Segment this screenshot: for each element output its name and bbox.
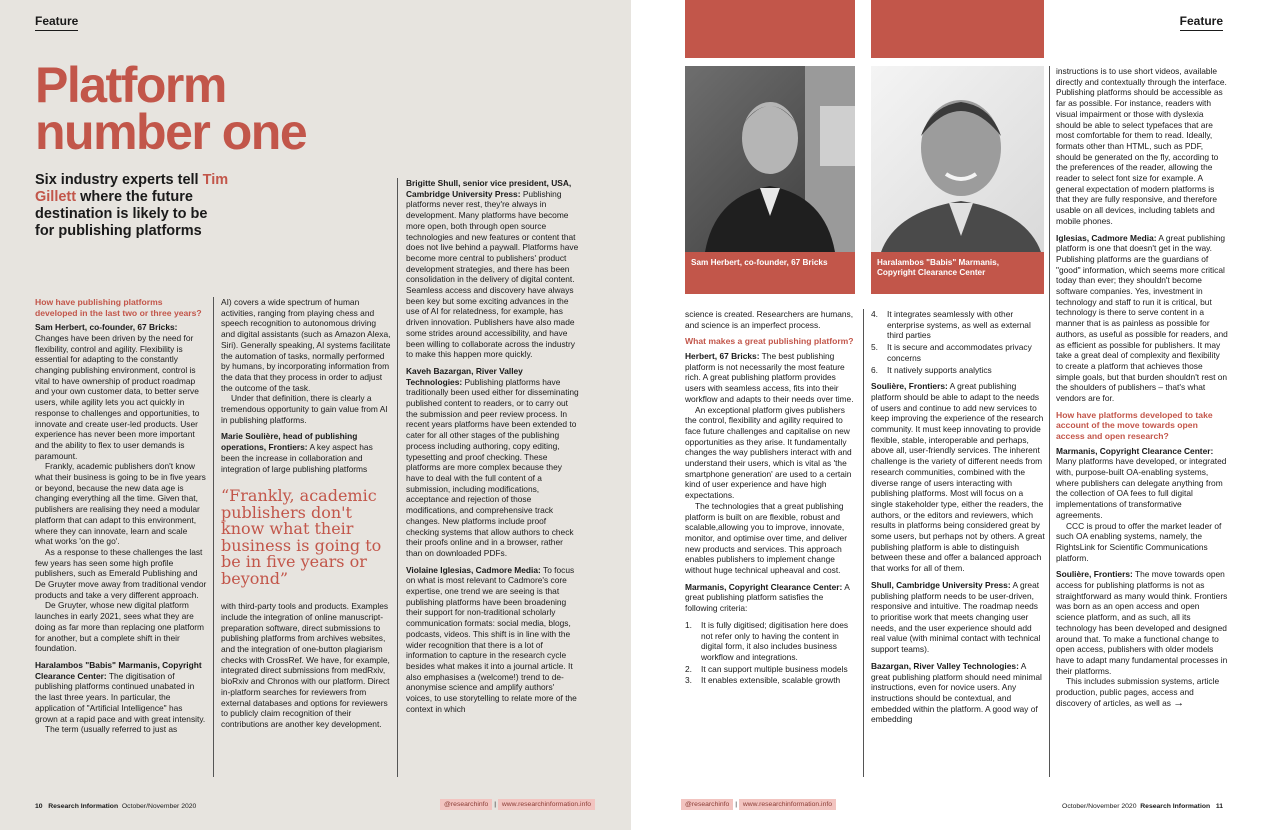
paragraph [406, 178, 580, 360]
paragraph [1056, 233, 1228, 404]
paragraph: CCC is proud to offer the market leader of such OA enabling systems, namely, the RightsLink for Scientific Communications platform. [1056, 520, 1222, 563]
question-heading: What makes a great publishing platform? [685, 336, 854, 347]
paragraph: The technologies that a great publishing platform is built on are flexible, robust and scalable,allowing you to improve, innovate, monitor, and optimise over time, and deliver new products and services. This approach enables publishers to implement change without huge technical upheaval and cost. [685, 500, 847, 576]
speaker-name: Bazargan, River Valley Technologies: [871, 660, 1019, 671]
paragraph [1056, 676, 1228, 708]
speaker-name: Violaine Iglesias, Cadmore Media: [406, 564, 541, 575]
list-text: It is fully digitised; digitisation here does not refer only to having the content in digital form, it also includes business workflow and integrations. [701, 619, 849, 662]
list-item [685, 664, 857, 675]
column-rule [863, 309, 864, 777]
paragraph [35, 322, 207, 461]
paragraph-text: A key aspect has been the increase in collaboration and integration of large publishing platforms [221, 442, 373, 474]
list-number: 2. [685, 663, 692, 674]
twitter-handle-link[interactable]: @researchinfo [440, 799, 492, 810]
paragraph-text: A great publishing platform should be able to adapt to the needs of users and continue to add new services to keep improving the experience of the research community. It must keep innovating to provide flexible, stable, interoperable and perhaps, above all, user-friendly services. The inherent challenge is the variety of different needs from research communities, combined with the diverse range of users interacting with publishing platforms. Most will focus on a single stakeholder type, either the readers, the authors, or the editors and reviewers, which results in platforms being considered great by some users, but perhaps not by others. A great publishing platform is able to distinguish between these and offer a balanced approach that works for all of them. [871, 381, 1045, 574]
paragraph: An exceptional platform gives publishers the control, flexibility and agility required to face future challenges and capitalise on new opportunities as they arise. It fundamentally changes the way publishers interact with and understand their users, which is vital as 'the smartphone generation' are used to a certain kind of user experience and have high expectations. [685, 404, 852, 501]
paragraph: The term (usually referred to just as [45, 724, 178, 735]
speaker-name: Brigitte Shull, senior vice president, USA, Cambridge University Press: [406, 178, 572, 199]
right-page [631, 0, 1261, 830]
speaker-name: Marie Soulière, head of publishing operations, Frontiers: [221, 431, 358, 453]
website-link[interactable]: www.researchinformation.info [739, 799, 836, 810]
footer-left [35, 803, 196, 810]
column-rule [1049, 66, 1050, 777]
paragraph-text: A great publishing platform should need minimal instructions, even for novice users. Any instructions should be contextual, and embedded within the platform. A good way of embedding [871, 660, 1042, 725]
paragraph-text: A great publishing platform needs to be user-driven, responsive and intuitive. The roadmap needs to prioritise work that meets changing user needs, and the user experience should add real value (with minimal contact with technical support teams). [871, 579, 1041, 655]
footer-right [1062, 803, 1223, 810]
red-header-block-1 [685, 0, 855, 58]
list-item [871, 309, 1046, 341]
paragraph: AI) covers a wide spectrum of human activities, ranging from playing chess and speech recognition to autonomous driving and digital assistants (such as Amazon Alexa, Siri). Generally speaking, AI systems facilitate the automation of tasks, normally performed by humans, by incorporating information from the data that they process in order to adjust the outcome of the task. [221, 297, 391, 393]
list-text: It natively supports analytics [887, 364, 992, 375]
paragraph-text: The move towards open access for publishing platforms is not as straightforward as many would think. Frontiers was born as an open access and open science platform, and as such, all its technology has been developed and designed around that. To make a functional change to open access, publishers with older models have to adapt many fundamental processes in their platforms. [1056, 569, 1228, 676]
paragraph: with third-party tools and products. Examples include the integration of online manuscript-preparation software, direct submissions to publishing platforms from archives websites, and the integration of one-button plagiarism checks with CrossRef. We have, for example, integrated direct submissions from medRxiv, bioRxiv and Chronos with our platform. Direct in-platform searches for reviewers from external databases and options for reviewers to publicly claim recognition of their contributions are another key development. [221, 601, 390, 729]
speaker-name: Kaveh Bazargan, River Valley Technologies: [406, 365, 523, 387]
paragraph [35, 660, 207, 724]
criteria-list [685, 620, 857, 686]
headline-line-1: Platform [35, 57, 226, 113]
list-number: 1. [685, 619, 692, 630]
standfirst-text-2: where the future destination is likely to be for publishing platforms [35, 189, 208, 239]
paragraph [685, 351, 857, 405]
author-name: Tim Gillett [35, 172, 229, 205]
paragraph [871, 661, 1046, 725]
column-rule [213, 297, 214, 777]
paragraph-text: Changes have been driven by the need for flexibility, control and agility. Flexibility is essential for adapting to the constantly changing publishing environment, control is vital to have ownership of product roadmap and your own customer data, to better serve users, while agility lets you act quickly in response to challenges and opportunities, to innovate and create user-led products. User experience has never been more important and the ability to flex to user demands is paramount. [35, 332, 200, 461]
footer-links-left [440, 801, 595, 808]
paragraph [685, 582, 857, 614]
publication-name: Research Information [48, 803, 119, 810]
paragraph-text: The digitisation of publishing platforms continued unabated in the last three years. In particular, the application of "Artificial Intelligence" has grown at a rapid pace and with great intensity. [35, 670, 206, 724]
article-column-1 [35, 297, 207, 735]
website-link[interactable]: www.researchinformation.info [498, 799, 595, 810]
speaker-name: Shull, Cambridge University Press: [871, 579, 1011, 590]
article-column-r2 [871, 309, 1046, 725]
question-heading: How have platforms developed to take account of the move towards open access and open research? [1056, 409, 1213, 441]
paragraph: science is created. Researchers are humans, and science is an imperfect process. [685, 309, 854, 330]
speaker-name: Iglesias, Cadmore Media: [1056, 232, 1157, 243]
paragraph: Frankly, academic publishers don't know what their business is going to be in five years or beyond, because the new data age is changing everything all the time. Given that, publishers are realising they need a modular platform that can adapt to this environment, where they can innovate, learn and scale what works 'on the go'. [35, 461, 206, 547]
separator: | [494, 801, 496, 808]
pull-quote: “Frankly, academic publishers don't know what their business is going to be in five years or beyond” [221, 486, 382, 588]
paragraph [406, 366, 580, 559]
paragraph: De Gruyter, whose new digital platform launches in early 2021, sees what they are doing as far more than replacing one platform for another, but a complete shift in their foundation. [35, 600, 204, 654]
speaker-name: Marmanis, Copyright Clearance Center: [1056, 445, 1214, 456]
list-item [871, 342, 1046, 363]
paragraph: Under that definition, there is clearly a tremendous opportunity to gain value from AI in publishing platforms. [221, 393, 388, 425]
speaker-name: Soulière, Frontiers: [1056, 569, 1133, 580]
speaker-name: Soulière, Frontiers: [871, 381, 948, 392]
question-heading: How have publishing platforms developed in the last two or three years? [35, 297, 202, 318]
footer-links-right [681, 801, 836, 808]
red-header-block-2 [871, 0, 1044, 58]
paragraph-text: The best publishing platform is not necessarily the most feature rich. A great publishing platform provides users with seamless access, fits into their workflow and adapts to their needs over time. [685, 351, 854, 404]
list-number: 6. [871, 364, 878, 375]
portrait-photo-babis-marmanis [871, 66, 1044, 252]
separator: | [735, 801, 737, 808]
portrait-illustration [685, 66, 855, 252]
section-label: Feature [35, 14, 78, 31]
publication-name: Research Information [1140, 803, 1211, 810]
list-number: 5. [871, 342, 878, 353]
paragraph: As a response to these challenges the last few years has seen some high profile publishers, such as Emerald Publishing and De Gruyter move away from traditional vendor products and take a very different approach. [35, 546, 207, 600]
paragraph-text: This includes submission systems, article production, public pages, access and discovery of articles, as well as [1056, 676, 1220, 708]
photo-caption-1: Sam Herbert, co-founder, 67 Bricks [685, 252, 855, 294]
list-text: It integrates seamlessly with other enterprise systems, as well as external third parties [887, 309, 1031, 341]
article-column-2 [221, 297, 391, 730]
list-text: It can support multiple business models [701, 663, 848, 674]
issue-date: October/November 2020 [121, 803, 197, 810]
paragraph-text: Publishing platforms never rest, they're always in development. Many platforms have become more open, both through open source technologies and new features or content that does not live behind a paywall. Platforms have become more central to publishers' product development strategies, and there has been consolidation in the delivery of digital content. Seamless access and discovery have always been key but some exciting advances in the use of AI for relatedness, for example, has driven innovation. Publishers have also made some strides around accessibility, and have been willing to collaborate across the industry to make this happen more quickly. [406, 188, 579, 360]
list-item [685, 620, 857, 663]
twitter-handle-link[interactable]: @researchinfo [681, 799, 733, 810]
list-item [685, 675, 857, 686]
paragraph-text: Many platforms have developed, or integrated with, purpose-built OA-enabling systems, where publishers can delegate anything from the collection of OA fees to full digital implementations of transformative agreements. [1056, 456, 1227, 520]
paragraph: instructions is to use short videos, available directly and contextually through the interface. Publishing platforms should be accessible as far as possible. For instance, readers with visual impairment or those with dyslexia should be able to select typefaces that are most comfortable for them to read. Ideally, formats other than HTML, such as PDF, should be generated on the fly, according to the preferences of the reader, allowing the reader to select font size for example. A general expectation of modern platforms is that they are fully responsive, and therefore usable on all devices, including tablets and mobile phones. [1056, 66, 1227, 226]
standfirst-text: Six industry experts tell [35, 172, 199, 188]
paragraph [871, 381, 1046, 574]
column-rule [397, 178, 398, 777]
criteria-list-continued [871, 309, 1046, 375]
headline-line-2: number one [35, 104, 307, 160]
speaker-name: Marmanis, Copyright Clearance Center: [685, 581, 843, 592]
speaker-name: Sam Herbert, co-founder, 67 Bricks: [35, 322, 178, 333]
paragraph [221, 431, 391, 474]
paragraph-text: Publishing platforms have traditionally been used either for disseminating published content to readers, or to carry out the submission and peer review process. In recent years platforms have been extended to cater for all other stages of the publishing process including authoring, copy editing, typesetting and proof checking. These platforms are more complex because they have to deal with the full content of a submission, including modifications, acceptance and rejection of those modifications, and comprehensive track changes. New platforms include proof checking systems that allow authors to check their proofs online and in a browser, rather than on downloaded PDFs. [406, 376, 579, 558]
paragraph-text: A great publishing platform satisfies the following criteria: [685, 581, 850, 614]
paragraph-text: To focus on what is most relevant to Cadmore's core expertise, one trend we are seeing is that publishing platforms have been broadening their support for non-traditional scholarly communication formats: social media, blogs, podcasts, videos. This shift is in line with the wider recognition that there is a lot of information to capture in the research cycle besides what makes it into a journal article. It also emphasises a (welcome!) trend to de-anonymise science and amplify authors' voices, to use storytelling to relate more of the context in which [406, 564, 577, 714]
speaker-name: Haralambos "Babis" Marmanis, Copyright Clearance Center: [35, 659, 202, 681]
list-number: 3. [685, 675, 692, 686]
headline [35, 57, 365, 160]
list-text: It enables extensible, scalable growth [701, 675, 841, 686]
paragraph [1056, 446, 1228, 521]
article-column-r1 [685, 309, 857, 687]
page-number: 11 [1215, 803, 1223, 810]
photo-caption-2: Haralambos "Babis" Marmanis, Copyright Clearance Center [871, 252, 1044, 294]
list-text: It is secure and accommodates privacy concerns [887, 342, 1032, 363]
list-number: 4. [871, 309, 878, 319]
paragraph [1056, 569, 1228, 676]
issue-date: October/November 2020 [1062, 803, 1137, 810]
standfirst [35, 172, 230, 240]
section-label: Feature [1180, 14, 1223, 31]
page-number: 10 [35, 803, 43, 810]
portrait-photo-sam-herbert [685, 66, 855, 252]
article-column-3 [406, 178, 580, 714]
speaker-name: Herbert, 67 Bricks: [685, 351, 760, 361]
paragraph-text: A great publishing platform is one that doesn't get in the way. Publishing platforms are the guardians of "good" information, which seems more critical today than ever; they shouldn't become software companies. Yes, investment in technology and staff to run it is critical, but technology is there to serve content in a manner that is as painless as possible for authors, as useful as possible for readers, and as efficient as possible for publishers. It may take a great deal of complexity and flexibility to create a platform that achieves those simple goals, but that burden shouldn't rest on the shoulders of publishers – that's what vendors are for. [1056, 232, 1228, 404]
portrait-illustration [871, 66, 1044, 252]
continue-arrow-icon: → [1173, 696, 1185, 709]
paragraph [406, 565, 580, 715]
list-item [871, 365, 1046, 376]
paragraph [871, 580, 1046, 655]
article-column-r3 [1056, 66, 1228, 708]
